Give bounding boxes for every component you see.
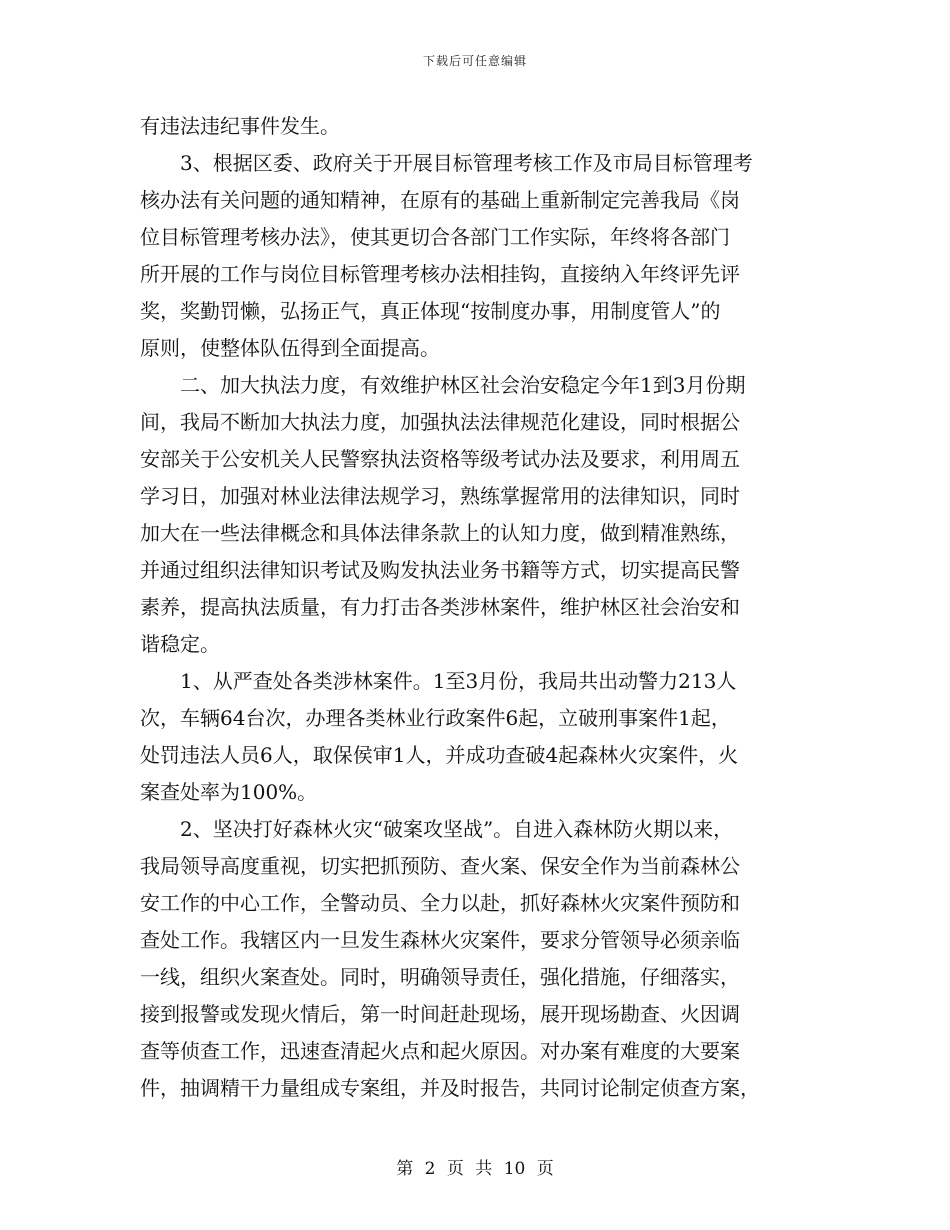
text-line: 加大在一些法律概念和具体法律条款上的认知力度，做到精准熟练， [140, 521, 740, 545]
text-line: 素养，提高执法质量，有力打击各类涉林案件，维护林区社会治安和 [140, 595, 740, 619]
text-line: 件，抽调精干力量组成专案组，并及时报告，共同讨论制定侦查方案， [140, 1076, 760, 1100]
text-line: 次，车辆64台次，办理各类林业行政案件6起，立破刑事案件1起， [140, 706, 731, 730]
text-line: 学习日，加强对林业法律法规学习，熟练掌握常用的法律知识，同时 [140, 484, 740, 508]
page-number-footer: 第 2 页 共 10 页 [396, 1159, 554, 1179]
text-line: 二、加大执法力度，有效维护林区社会治安稳定今年1到3月份期 [140, 373, 746, 397]
text-line: 查处工作。我辖区内一旦发生森林火灾案件，要求分管领导必须亲临 [140, 928, 740, 952]
text-line: 有违法违纪事件发生。 [140, 114, 340, 138]
text-line: 奖，奖勤罚懒，弘扬正气，真正体现“按制度办事，用制度管人”的 [140, 299, 721, 323]
text-line: 核办法有关问题的通知精神，在原有的基础上重新制定完善我局《岗 [140, 188, 740, 212]
text-line: 安工作的中心工作，全警动员、全力以赴，抓好森林火灾案件预防和 [140, 891, 740, 915]
document-body [140, 108, 812, 1107]
text-line: 3、根据区委、政府关于开展目标管理考核工作及市局目标管理考 [140, 151, 753, 175]
text-line: 所开展的工作与岗位目标管理考核办法相挂钩，直接纳入年终评先评 [140, 262, 740, 286]
text-line: 1、从严查处各类涉林案件。1至3月份，我局共出动警力213人 [140, 669, 737, 693]
text-line: 案查处率为100%。 [140, 780, 318, 804]
text-line: 2、坚决打好森林火灾“破案攻坚战”。自进入森林防火期以来， [140, 817, 734, 841]
text-line: 查等侦查工作，迅速查清起火点和起火原因。对办案有难度的大要案 [140, 1039, 740, 1063]
page-header: 下载后可任意编辑 [422, 54, 527, 68]
text-line: 处罚违法人员6人，取保侯审1人，并成功查破4起森林火灾案件，火 [140, 743, 739, 767]
text-line: 谐稳定。 [140, 632, 220, 656]
text-line: 并通过组织法律知识考试及购发执法业务书籍等方式，切实提高民警 [140, 558, 740, 582]
text-line: 位目标管理考核办法》，使其更切合各部门工作实际，年终将各部门 [140, 225, 730, 249]
text-line: 接到报警或发现火情后，第一时间赶赴现场，展开现场勘查、火因调 [140, 1002, 740, 1026]
text-line: 安部关于公安机关人民警察执法资格等级考试办法及要求，利用周五 [140, 447, 740, 471]
text-line: 间，我局不断加大执法力度，加强执法法律规范化建设，同时根据公 [140, 410, 740, 434]
text-line: 一线，组织火案查处。同时，明确领导责任，强化措施，仔细落实， [140, 965, 740, 989]
text-line: 我局领导高度重视，切实把抓预防、查火案、保安全作为当前森林公 [140, 854, 740, 878]
text-line: 原则，使整体队伍得到全面提高。 [140, 336, 440, 360]
